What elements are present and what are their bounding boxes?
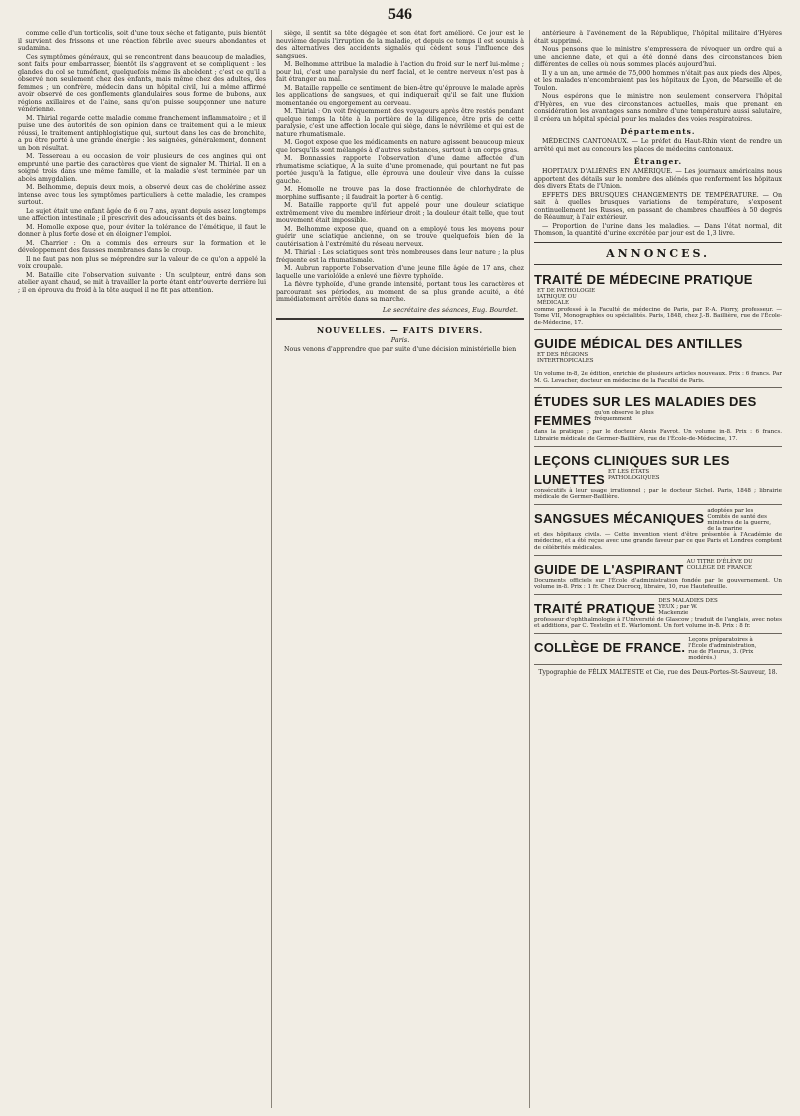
nouvelles-heading: NOUVELLES. — FAITS DIVERS. — [316, 324, 484, 335]
newspaper-page — [18, 4, 782, 1108]
paragraph: Il ne faut pas non plus se méprendre sur la valeur de ce qu'on a appelé la voix croupale. — [18, 255, 266, 270]
ad-tag: DES MALADIES DES YEUX ; par W. Mackenzie — [658, 597, 718, 616]
paragraph: Nous pensons que le ministre s'empressera de révoquer un ordre qui a une ancienne date, et qui a été donné dans des circonstances bien différentes de celles où nous sommes placés aujourd'hui. — [534, 46, 782, 68]
page-number: 546 — [388, 6, 412, 23]
paragraph: M. Homolle ne trouve pas la dose fractionnée de chlorhydrate de morphine suffisante ; il faudrait la porter à 6 centig. — [276, 186, 524, 201]
column-rule — [529, 30, 530, 1108]
paragraph: antérieure à l'avénement de la République, l'hôpital militaire d'Hyères était supprimé. — [534, 30, 782, 45]
paragraph: M. Homolle expose que, pour éviter la tolérance de l'émétique, il faut le donner à plus forte dose et en éloigner l'emploi. — [18, 223, 266, 238]
nouvelles-place: Paris. — [390, 335, 410, 344]
column-1 — [18, 30, 266, 1108]
paragraph: siège, il sentit sa tête dégagée et son état fort amélioré. Ce jour est le neuvième depuis l'irruption de la maladie, et depuis ce temps il est soumis à des alternatives des accidents signalés qui cèdent sous l'influence des sangsues. — [276, 30, 524, 60]
paragraph: Nous espérons que le ministre non seulement conservera l'hôpital d'Hyères, en vue des circonstances actuelles, mais que prenant en considération les avantages sans nombre d'une température aussi salutaire, il créera un hôpital spécial pour les malades des voies respiratoires. — [534, 93, 782, 123]
annonces-heading: ANNONCES. — [606, 246, 710, 260]
ad-title: SANGSUES MÉCANIQUES — [534, 510, 705, 526]
paragraph: M. Bataille cite l'observation suivante : Un sculpteur, entré dans son atelier ayant chaud, se mit à travailler la porte étant entr'ouverte derrière lui ; il en éprouva du froid à la tête auquel il ne fit pas attention. — [18, 271, 266, 294]
ad-body: consécutifs à leur usage irrationnel ; par le docteur Sichel. Paris, 1848 ; librairie médicale de Germer-Baillière. — [534, 487, 782, 501]
ad-tag: Leçons préparatoires à l'École d'administration, rue de Fleurus, 3. (Prix modérés.) — [688, 637, 757, 661]
ad-body: comme professé à la Faculté de médecine de Paris, par P.-A. Piorry, professeur. — Tome VII, Monographies ou spécialités. Paris, 1848, chez J.-B. Baillière, rue de l'École-de-Médecine, 17. — [534, 306, 782, 326]
secretary-signature: Le secrétaire des séances, Eug. Bourdet. — [382, 305, 518, 314]
nouvelles-paragraph: Nous venons d'apprendre que par suite d'une décision ministérielle bien — [284, 345, 517, 353]
ad-tag: ET DES RÉGIONS INTERTROPICALES — [537, 352, 594, 365]
paragraph: Il y a un an, une armée de 75,000 hommes n'était pas aux pieds des Alpes, et les malades n'encombraient pas les hôpitaux de Lyon, de Marseille et de Toulon. — [534, 69, 782, 92]
ad-tag: adoptées par les Comités de santé des ministres de la guerre, de la marine — [707, 507, 772, 532]
paragraph: M. Thirial regarde cette maladie comme franchement inflammatoire ; et il puise une des autorités de son opinion dans ce traitement qui a le mieux réussi, le traitement antiphlogistique qui, surtout dans les cas de bronchite, a pu être porté à une grande énergie : les saignées, généralement, donnent un bon résultat. — [18, 114, 266, 152]
section-divider — [534, 264, 782, 265]
paragraph: M. Bataille rapporte qu'il fut appelé pour une douleur sciatique extrêmement vive du membre inférieur droit ; la douleur était telle, que tout mouvement était impossible. — [276, 202, 524, 224]
advertisement — [534, 598, 782, 634]
ad-tag: ET DE PATHOLOGIE IATRIQUE OU MÉDICALE — [537, 287, 596, 306]
ad-title: TRAITÉ PRATIQUE — [534, 600, 656, 616]
ad-title: ÉTUDES SUR LES MALADIES DES FEMMES — [534, 394, 757, 429]
column-rule — [271, 30, 272, 1108]
paragraph: M. Thirial : Les sciatiques sont très nombreuses dans leur nature ; la plus fréquente est la rhumatismale. — [276, 249, 524, 264]
ad-tag: ET LES ÉTATS PATHOLOGIQUES — [608, 468, 660, 481]
ad-body: Un volume in-8, 2e édition, enrichie de plusieurs articles nouveaux. Prix : 6 francs. Par M. G. Levacher, docteur en médecine de la Faculté de Paris. — [534, 371, 782, 384]
ad-title: COLLÈGE DE FRANCE. — [534, 640, 686, 655]
ad-title: GUIDE MÉDICAL DES ANTILLES — [534, 336, 743, 352]
paragraph: Ces symptômes généraux, qui se rencontrent dans beaucoup de maladies, sont faits pour embarrasser, bientôt ils s'aggravent et se compliquent : les glandes du col se tuméfient, quelquefois même ils abcèdent ; c'est ce qu'il a observé non seulement chez des enfants, mais même chez des adultes, des femmes ; un confrère, médecin dans un hôpital civil, lui a même affirmé avoir observé de ces gonflements glandulaires sous forme de bubons, aux régions axillaires et de l'aine, sans qu'on puisse soupçonner une nature vénérienne. — [18, 53, 266, 113]
paragraph: M. Gogot expose que les médicaments en nature agissent beaucoup mieux que lorsqu'ils sont mélangés à d'autres substances, surtout à un corps gras. — [276, 139, 524, 154]
advertisement — [534, 269, 782, 331]
advertisement — [534, 450, 782, 505]
paragraph: La fièvre typhoïde, d'une grande intensité, portant tous les caractères et parcourant ses périodes, au moment de sa plus grande acuité, a été immédiatement arrêtée dans sa marche. — [276, 281, 524, 303]
ad-tag: AU TITRE D'ÉLÈVE DU COLLÈGE DE FRANCE — [686, 558, 753, 571]
paragraph: M. Aubrun rapporte l'observation d'une jeune fille âgée de 17 ans, chez laquelle une variolóïde a enlevé une fièvre typhoïde. — [276, 265, 524, 280]
paragraph: M. Bonnassies rapporte l'observation d'une dame affectée d'un rhumatisme sciatique, A la suite d'une promenade, qui pourtant ne fut pas portée jusqu'à la fatigue, elle éprouva une douleur vive dans la cuisse gauche. — [276, 155, 524, 185]
departements-heading: Départements. — [620, 127, 696, 136]
paragraph: M. Bataille rappelle ce sentiment de bien-être qu'éprouve le malade après les applications de sangsues, et qui indiquerait qu'il se fait une fluxion momentanée ou engorgement au cerveau. — [276, 84, 524, 107]
ad-body: et des hôpitaux civils. — Cette invention vient d'être présentée à l'Académie de médecine, et a été reçue avec une grande faveur par ce que Paris et Londres comptent de célébrités médicales. — [534, 531, 782, 552]
column-2 — [276, 30, 524, 1108]
etranger-paragraph: — Proportion de l'urine dans les maladies. — Dans l'état normal, dit Thomson, la quantité d'urine excrétée par jour est de 1,3 livre. — [534, 222, 782, 237]
advertisement — [534, 333, 782, 388]
ad-body: dans la pratique ; par le docteur Alexis Favrot. Un volume in-8. Prix : 6 francs. Librairie médicale de Germer-Baillière, rue de l'École-de-Médecine, 17. — [534, 429, 782, 443]
etranger-paragraph: HOPITAUX D'ALIÉNÉS EN AMÉRIQUE. — Les journaux américains nous apportent des détails sur le nombre des aliénés que renferment les hôpitaux des divers États de l'Union. — [534, 168, 782, 190]
ad-title: GUIDE DE L'ASPIRANT — [534, 561, 684, 577]
paragraph: M. Thirial : On voit fréquemment des voyageurs après être restés pendant quelque temps la tête à la portière de la diligence, être pris de cette paralysie, c'est une affection locale qui siège, dans le névrilème et qui est de nature rhumatismale. — [276, 108, 524, 138]
advertisement — [534, 559, 782, 595]
paragraph: M. Belhomme expose que, quand on a employé tous les moyens pour guérir une sciatique ancienne, on se trouve quelquefois bien de la cautérisation à l'extrémité du réseau nerveux. — [276, 225, 524, 248]
printer-footer: Typographie de FÉLIX MALTESTE et Cie, rue des Deux-Portes-St-Sauveur, 18. — [538, 669, 778, 676]
columns — [18, 30, 782, 1108]
ad-title: LEÇONS CLINIQUES SUR LES LUNETTES — [534, 452, 730, 487]
paragraph: comme celle d'un torticolis, soit d'une toux sèche et fatigante, puis bientôt il survient des frissons et une réaction fébrile avec sueurs abondantes et sudamina. — [18, 30, 266, 52]
advertisement — [534, 508, 782, 556]
advertisement — [534, 637, 782, 665]
departements-paragraph: MÉDECINS CANTONAUX. — Le préfet du Haut-Rhin vient de rendre un arrêté qui met au concours les places de médecins cantonaux. — [534, 138, 782, 153]
section-divider — [534, 242, 782, 243]
ad-title: TRAITÉ DE MÉDECINE PRATIQUE — [534, 271, 753, 287]
section-divider — [276, 318, 524, 320]
advertisement — [534, 391, 782, 446]
ad-tag: qu'on observe le plus fréquemment — [594, 410, 654, 423]
ad-body: Documents officiels sur l'École d'administration fondée par le gouvernement. Un volume in-8. Prix : 1 fr. Chez Ducrocq, libraire, 10, rue Hautefeuille. — [534, 577, 782, 591]
paragraph: M. Tessereau a eu occasion de voir plusieurs de ces angines qui ont emprunté une partie des caractères que vient de signaler M. Thirial. Il en a soigné trois dans une même famille, et la maladie s'est terminée par un abcès amygdalien. — [18, 153, 266, 183]
paragraph: Le sujet était une enfant âgée de 6 ou 7 ans, ayant depuis assez longtemps une affection intestinale ; il prescrivit des adoucissants et des bains. — [18, 207, 266, 222]
paragraph: M. Charrier : On a commis des erreurs sur la formation et le développement des fausses membranes dans le croup. — [18, 239, 266, 254]
etranger-paragraph: EFFETS DES BRUSQUES CHANGEMENTS DE TEMPÉRATURE. — On sait à quelles brusques variations de température, s'exposent continuellement les Russes, en passant de chambres chauffées à 50 degrés de Réaumur, à l'air extérieur. — [534, 191, 782, 221]
column-3 — [534, 30, 782, 1108]
paragraph: M. Belhomme, depuis deux mois, a observé deux cas de cholérine assez intense avec tous les symptômes particuliers à cette maladie, les crampes surtout. — [18, 184, 266, 206]
etranger-heading: Étranger. — [633, 157, 683, 166]
ad-body: professeur d'ophthalmologie à l'Université de Glascow ; traduit de l'anglais, avec notes et additions, par C. Testelin et E. Warlomont. Un fort volume in-8. Prix : 8 fr. — [534, 616, 782, 630]
paragraph: M. Belhomme attribue la maladie à l'action du froid sur le nerf lui-même ; pour lui, c'est une paralysie du nerf facial, et le centre nerveux n'est pas à fait étranger au mal. — [276, 61, 524, 83]
